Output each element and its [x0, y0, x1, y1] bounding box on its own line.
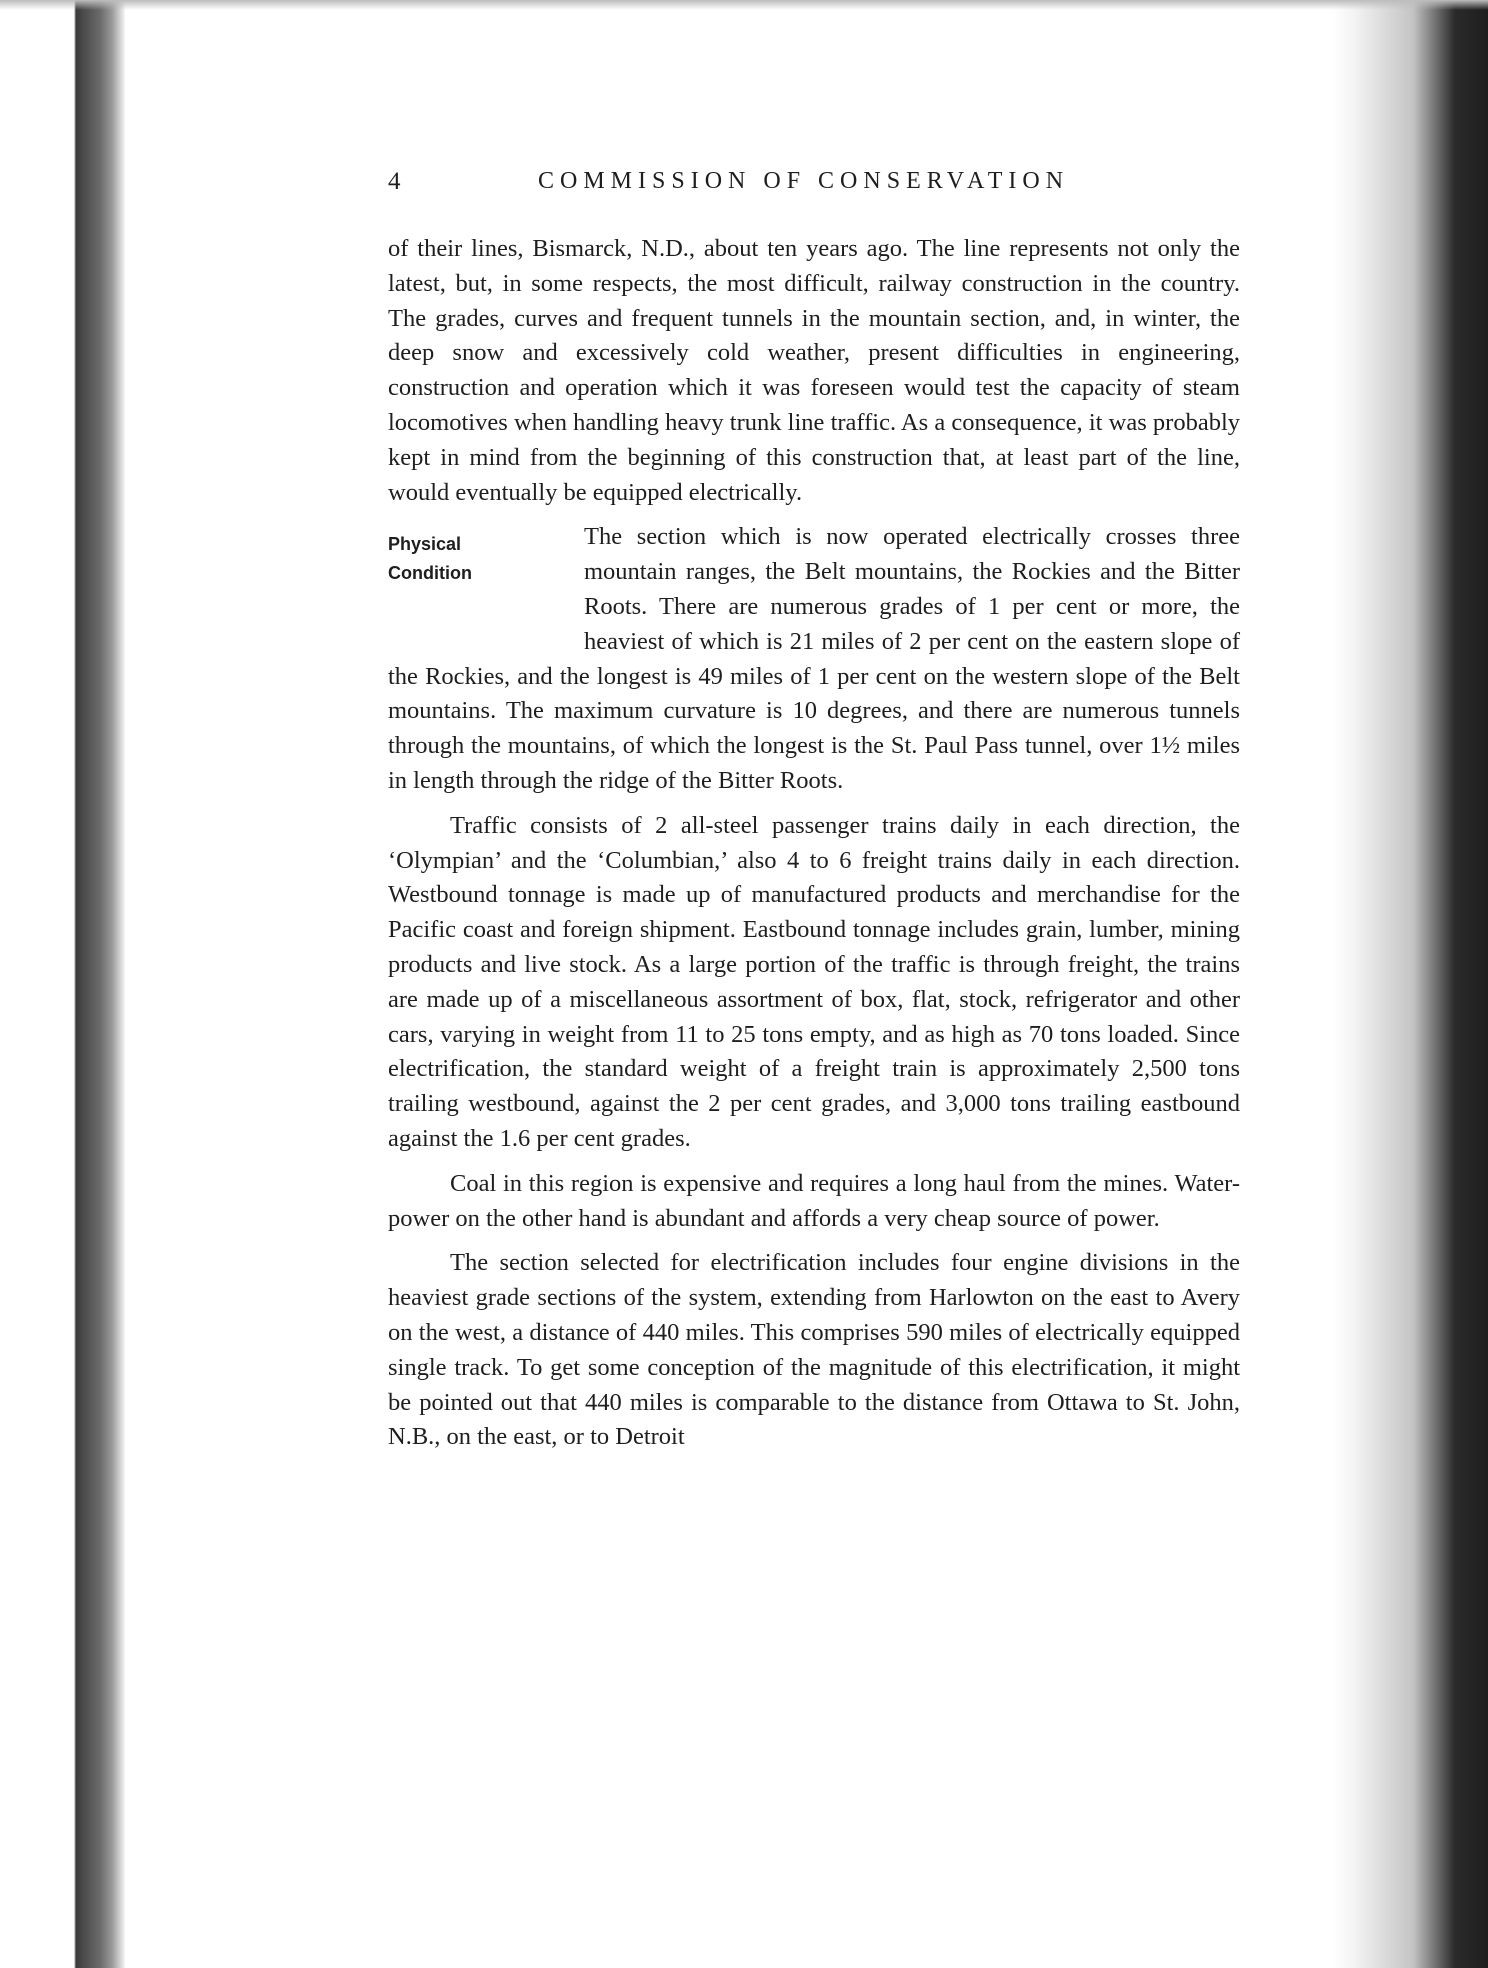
scan-left-edge: [0, 0, 125, 1968]
paragraph-4: Coal in this region is expensive and requires a long haul from the mines. Water-power on the other hand is abundant and affords a very cheap source of power.: [388, 1169, 1240, 1232]
paragraph-1: of their lines, Bismarck, N.D., about ten years ago. The line represents not only the latest, but, in some respects, the most difficult, railway construction in the country. The grades, curves and frequent tunnels in the mountain section, and, in winter, the deep snow and excessively cold weather, present difficulties in engineering, construction and operation which it was foreseen would test the capacity of steam locomotives when handling heavy trunk line traffic. As a consequence, it was probably kept in mind from the beginning of this construction that, at least part of the line, would eventually be equipped electrically.: [388, 235, 1240, 506]
scan-right-edge: [1333, 0, 1488, 1968]
sidenote: [388, 520, 584, 634]
paragraph-3: Traffic consists of 2 all-steel passenger trains daily in each direction, the ‘Olympian’ and the ‘Columbian,’ also 4 to 6 freight trains daily in each direction. Westbound tonnage is made up of manufactured products and merchandise for the Pacific coast and foreign shipment. Eastbound tonnage includes grain, lumber, mining products and live stock. As a large portion of the traffic is through freight, the trains are made up of a miscellaneous assortment of box, flat, stock, refrigerator and other cars, varying in weight from 11 to 25 tons empty, and as high as 70 tons loaded. Since electrification, the standard weight of a freight train is approximately 2,500 tons trailing westbound, against the 2 per cent grades, and 3,000 tons trailing eastbound against the 1.6 per cent grades.: [388, 811, 1240, 1152]
header-title: COMMISSION OF CONSERVATION: [538, 168, 1070, 194]
page-number: 4: [388, 168, 401, 195]
paragraph-2: The section which is now operated electrically crosses three mountain ranges, the Belt mountains, the Rockies and the Bitter Roots. There are numerous grades of 1 per cent or more, the heaviest of which is 21 miles of 2 per cent on the eastern slope of the Rockies, and the longest is 49 miles of 1 per cent on the western slope of the Belt mountains. The maximum curvature is 10 degrees, and there are numerous tunnels through the mountains, of which the longest is the St. Paul Pass tunnel, over 1½ miles in length through the ridge of the Bitter Roots.: [388, 523, 1240, 794]
sidenote-line-2: Condition: [388, 563, 472, 584]
body-text: [388, 232, 1240, 1465]
running-head: [388, 168, 1268, 208]
paragraph-5: The section selected for electrification includes four engine divisions in the heaviest grade sections of the system, extending from Harlowton on the east to Avery on the west, a distance of 440 miles. This comprises 590 miles of electrically equipped single track. To get some conception of the magnitude of this electrification, it might be pointed out that 440 miles is comparable to the distance from Ottawa to St. John, N.B., on the east, or to Detroit: [388, 1249, 1240, 1451]
scan-top-edge: [0, 0, 1488, 10]
sidenote-line-1: Physical: [388, 534, 462, 555]
